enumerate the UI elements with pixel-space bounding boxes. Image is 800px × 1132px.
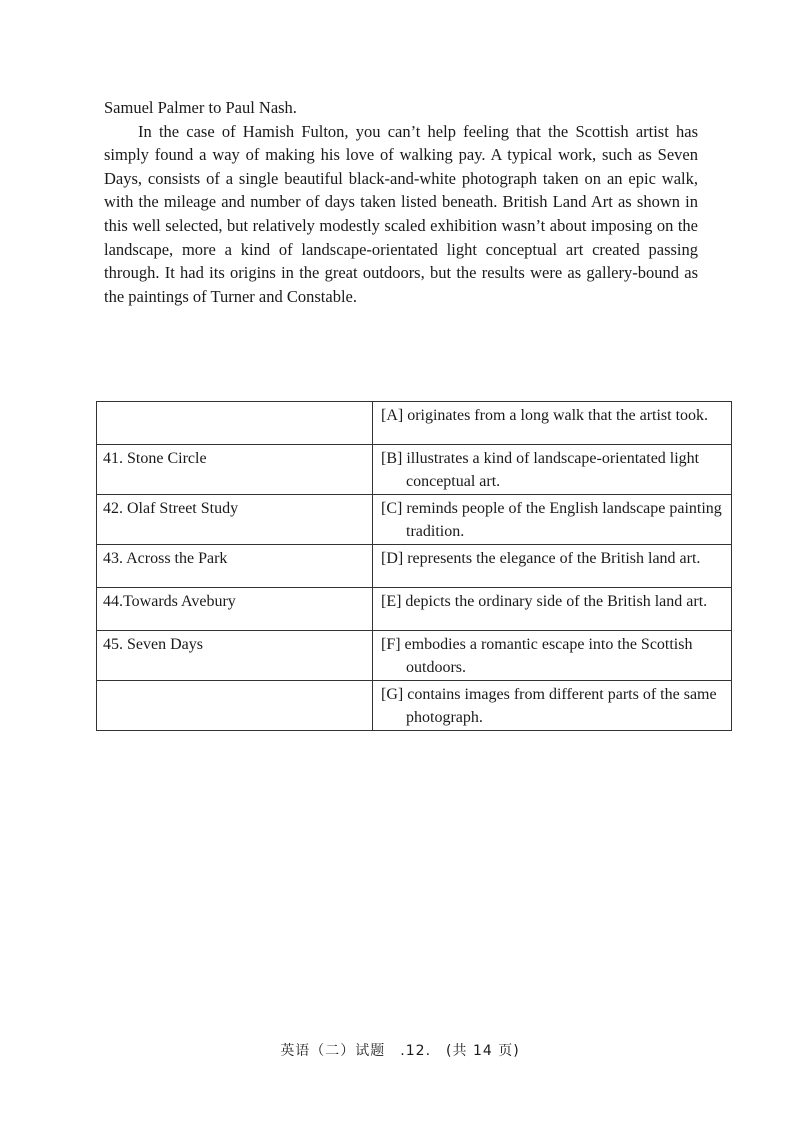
- item-cell: 42. Olaf Street Study: [97, 495, 373, 545]
- table-row: [97, 681, 732, 731]
- option-cell: [E] depicts the ordinary side of the British land art.: [373, 588, 732, 631]
- table-row: [97, 588, 732, 631]
- option-cell: [C] reminds people of the English landscape painting tradition.: [373, 495, 732, 545]
- page-footer: 英语（二）试题 .12. (共 14 页): [280, 1043, 520, 1059]
- reading-passage: [104, 96, 698, 308]
- option-cell: [A] originates from a long walk that the artist took.: [373, 402, 732, 445]
- passage-paragraph-main: In the case of Hamish Fulton, you can’t help feeling that the Scottish artist has simply found a way of making his love of walking pay. A typical work, such as Seven Days, consists of a single beautiful black-and-white photograph taken on an epic walk, with the mileage and number of days taken listed beneath. British Land Art as shown in this well selected, but relatively modestly scaled exhibition wasn’t about imposing on the landscape, more a kind of landscape-orientated light conceptual art created passing through. It had its origins in the great outdoors, but the results were as gallery-bound as the paintings of Turner and Constable.: [104, 121, 698, 306]
- table-row: [97, 631, 732, 681]
- item-cell: 45. Seven Days: [97, 631, 373, 681]
- item-cell: 41. Stone Circle: [97, 445, 373, 495]
- table-row: [97, 402, 732, 445]
- table-row: [97, 445, 732, 495]
- item-cell: [97, 681, 373, 731]
- table-row: [97, 545, 732, 588]
- matching-table: [96, 401, 732, 731]
- option-cell: [G] contains images from different parts of the same photograph.: [373, 681, 732, 731]
- option-cell: [D] represents the elegance of the British land art.: [373, 545, 732, 588]
- item-cell: 44.Towards Avebury: [97, 588, 373, 631]
- table-row: [97, 495, 732, 545]
- option-cell: [F] embodies a romantic escape into the Scottish outdoors.: [373, 631, 732, 681]
- passage-paragraph-continued: Samuel Palmer to Paul Nash.: [104, 98, 297, 117]
- item-cell: [97, 402, 373, 445]
- option-cell: [B] illustrates a kind of landscape-orientated light conceptual art.: [373, 445, 732, 495]
- item-cell: 43. Across the Park: [97, 545, 373, 588]
